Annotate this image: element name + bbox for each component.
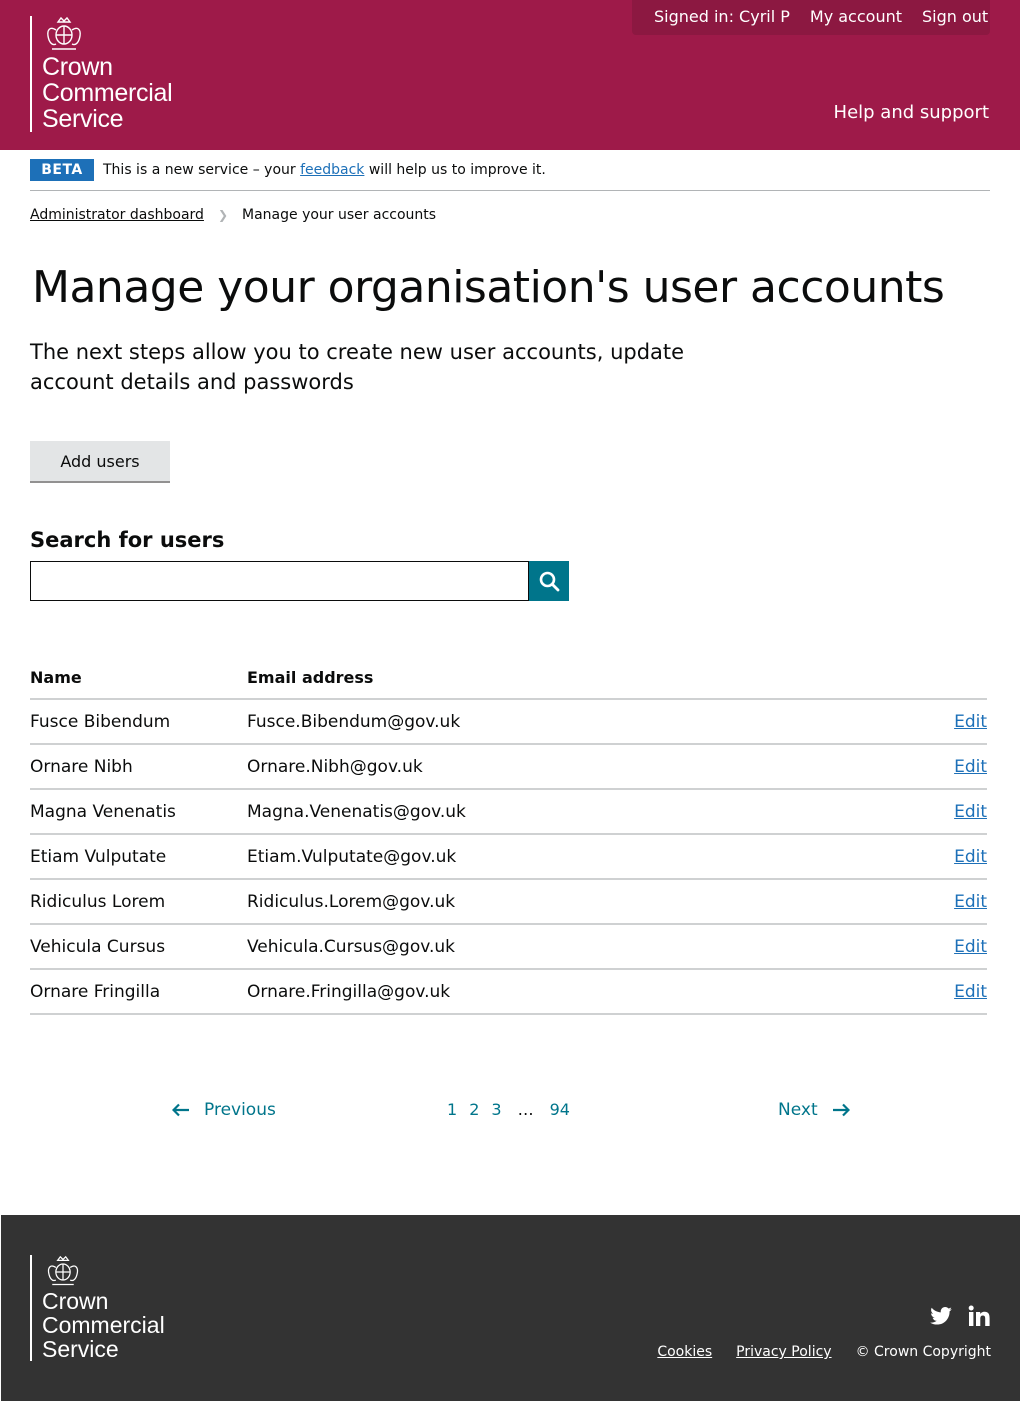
footer-logo-text-line-2: Commercial (42, 1312, 165, 1338)
footer-ccs-logo[interactable] (30, 1255, 165, 1361)
copyright-text: © Crown Copyright (855, 1344, 991, 1360)
breadcrumb-current: Manage your user accounts (242, 207, 437, 223)
beta-banner (30, 150, 990, 191)
lead-paragraph: The next steps allow you to create new user accounts, update account details and passwords (30, 340, 685, 394)
royal-crest-icon (42, 16, 86, 54)
edit-user-link[interactable]: Edit (954, 846, 987, 867)
royal-crest-icon (42, 1255, 84, 1289)
sign-out-link[interactable]: Sign out (922, 7, 989, 26)
search-button[interactable] (529, 561, 569, 601)
user-email: Ornare.Nibh@gov.uk (247, 744, 890, 789)
table-row (30, 879, 987, 924)
pagination-ellipsis: … (517, 1100, 534, 1119)
previous-page-link[interactable] (172, 1100, 276, 1120)
table-row (30, 744, 987, 789)
search-icon (538, 570, 560, 592)
next-label: Next (778, 1100, 818, 1120)
arrow-right-icon (832, 1103, 850, 1117)
user-email: Fusce.Bibendum@gov.uk (247, 699, 890, 744)
user-name: Vehicula Cursus (30, 924, 247, 969)
page-94-link[interactable]: 94 (549, 1100, 570, 1119)
search-form (30, 561, 569, 601)
user-name: Ridiculus Lorem (30, 879, 247, 924)
footer-links (657, 1344, 991, 1360)
twitter-icon[interactable] (930, 1307, 952, 1325)
edit-user-link[interactable]: Edit (954, 981, 987, 1002)
table-row (30, 924, 987, 969)
table-header-row (30, 657, 987, 699)
signed-in-status: Signed in: Cyril P (654, 7, 790, 26)
search-label: Search for users (30, 528, 225, 552)
user-email: Ridiculus.Lorem@gov.uk (247, 879, 890, 924)
table-row (30, 969, 987, 1014)
search-input[interactable] (30, 561, 529, 601)
add-users-button[interactable]: Add users (30, 441, 170, 481)
my-account-link[interactable]: My account (809, 7, 902, 26)
user-email: Magna.Venenatis@gov.uk (247, 789, 890, 834)
footer-logo-text-line-1: Crown (42, 1288, 109, 1314)
pagination (0, 1100, 1020, 1130)
page-1-link[interactable]: 1 (447, 1100, 458, 1119)
logo-text-line-2: Commercial (42, 79, 173, 107)
user-email: Etiam.Vulputate@gov.uk (247, 834, 890, 879)
cookies-link[interactable]: Cookies (657, 1344, 713, 1360)
previous-label: Previous (204, 1100, 276, 1120)
user-email: Vehicula.Cursus@gov.uk (247, 924, 890, 969)
social-links (930, 1305, 990, 1327)
edit-user-link[interactable]: Edit (954, 711, 987, 732)
users-table (30, 657, 987, 1015)
email-column-header: Email address (247, 657, 890, 699)
table-row (30, 834, 987, 879)
beta-message (103, 162, 546, 178)
footer-logo-text-line-3: Service (42, 1336, 119, 1362)
help-and-support-link[interactable]: Help and support (833, 102, 989, 123)
page-2-link[interactable]: 2 (469, 1100, 480, 1119)
ccs-logo[interactable] (30, 16, 172, 132)
account-bar (632, 0, 990, 35)
linkedin-icon[interactable] (968, 1305, 990, 1327)
breadcrumb (30, 207, 436, 223)
user-name: Magna Venenatis (30, 789, 247, 834)
user-name: Ornare Nibh (30, 744, 247, 789)
feedback-link[interactable]: feedback (300, 162, 365, 178)
user-name: Ornare Fringilla (30, 969, 247, 1014)
user-name: Etiam Vulputate (30, 834, 247, 879)
edit-user-link[interactable]: Edit (954, 891, 987, 912)
site-header (0, 0, 1020, 150)
logo-text-line-3: Service (42, 105, 124, 133)
name-column-header: Name (30, 657, 247, 699)
beta-tag: BETA (30, 159, 94, 181)
page-3-link[interactable]: 3 (491, 1100, 502, 1119)
site-footer (1, 1215, 1020, 1401)
privacy-policy-link[interactable]: Privacy Policy (736, 1344, 832, 1360)
user-name: Fusce Bibendum (30, 699, 247, 744)
beta-text-before: This is a new service – your (103, 162, 301, 178)
beta-text-after: will help us to improve it. (364, 162, 546, 178)
user-email: Ornare.Fringilla@gov.uk (247, 969, 890, 1014)
breadcrumb-dashboard-link[interactable]: Administrator dashboard (30, 207, 204, 223)
page-numbers (447, 1100, 570, 1119)
chevron-right-icon: ❯ (217, 208, 229, 222)
edit-user-link[interactable]: Edit (954, 936, 987, 957)
edit-user-link[interactable]: Edit (954, 801, 987, 822)
table-row (30, 699, 987, 744)
edit-user-link[interactable]: Edit (954, 756, 987, 777)
logo-text-line-1: Crown (42, 53, 113, 81)
page-title: Manage your organisation's user accounts (32, 262, 945, 313)
next-page-link[interactable] (778, 1100, 850, 1120)
action-column-header (890, 657, 987, 699)
arrow-left-icon (172, 1103, 190, 1117)
table-row (30, 789, 987, 834)
